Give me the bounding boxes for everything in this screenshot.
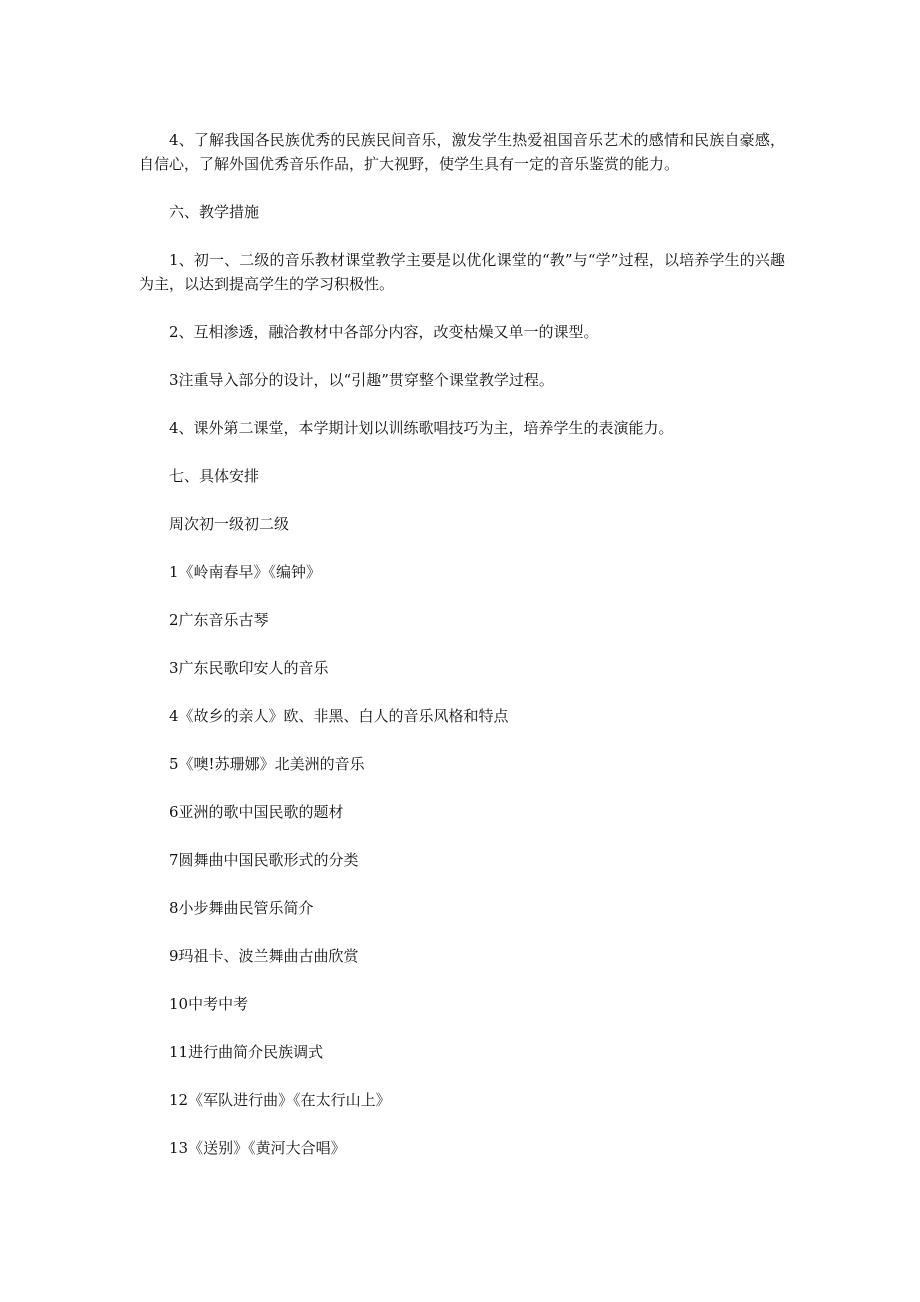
paragraph-measure-4: 4、课外第二课堂，本学期计划以训练歌唱技巧为主，培养学生的表演能力。	[169, 419, 674, 437]
schedule-row: 2广东音乐古琴	[169, 611, 269, 629]
schedule-row: 10中考中考	[169, 995, 249, 1013]
paragraph-measure-2: 2、互相渗透，融洽教材中各部分内容，改变枯燥又单一的课型。	[169, 323, 599, 341]
schedule-row: 9玛祖卡、波兰舞曲古曲欣赏	[169, 947, 359, 965]
schedule-row: 8小步舞曲民管乐简介	[169, 899, 314, 917]
schedule-row: 12《军队进行曲》《在太行山上》	[169, 1091, 391, 1109]
schedule-row: 4《故乡的亲人》欧、非黑、白人的音乐风格和特点	[169, 707, 509, 725]
paragraph-goal-4: 4、了解我国各民族优秀的民族民间音乐，激发学生热爱祖国音乐艺术的感情和民族自豪感，自信心，了解外国优秀音乐作品，扩大视野，使学生具有一定的音乐鉴赏的能力。	[139, 131, 785, 173]
heading-teaching-measures: 六、教学措施	[169, 203, 260, 221]
schedule-row: 5《噢!苏珊娜》北美洲的音乐	[169, 755, 365, 773]
schedule-row: 6亚洲的歌中国民歌的题材	[169, 803, 344, 821]
schedule-row: 7圆舞曲中国民歌形式的分类	[169, 851, 359, 869]
paragraph-measure-3: 3注重导入部分的设计，以“引趣”贯穿整个课堂教学过程。	[169, 371, 554, 389]
schedule-row: 1《岭南春早》《编钟》	[169, 563, 322, 581]
schedule-header: 周次初一级初二级	[169, 515, 290, 533]
paragraph-measure-1: 1、初一、二级的音乐教材课堂教学主要是以优化课堂的“教”与“学”过程，以培养学生的兴趣为主，以达到提高学生的学习积极性。	[139, 251, 785, 293]
schedule-row: 13《送别》《黄河大合唱》	[169, 1139, 346, 1157]
document-body	[139, 128, 785, 1184]
heading-schedule: 七、具体安排	[169, 467, 260, 485]
schedule-row: 3广东民歌印安人的音乐	[169, 659, 329, 677]
schedule-row: 11进行曲简介民族调式	[169, 1043, 324, 1061]
